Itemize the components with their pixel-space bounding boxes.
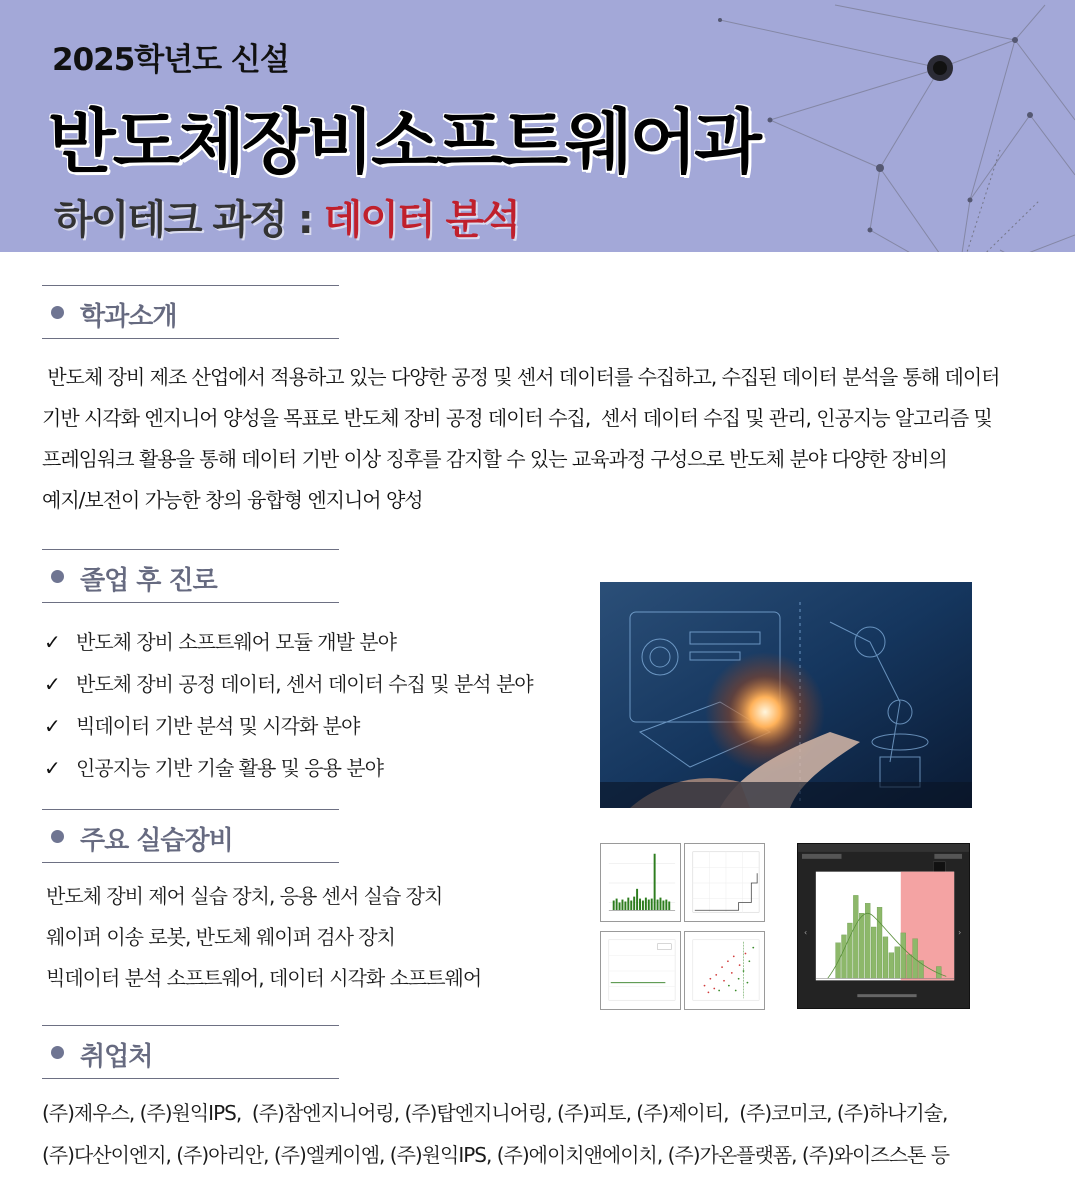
green-bar-chart-image (601, 844, 680, 921)
equipment-list (46, 876, 481, 999)
section-header-equipment (42, 809, 339, 863)
course-prefix: 하이테크 과정 : (54, 197, 324, 243)
career-item-label: 빅데이터 기반 분석 및 시각화 분야 (76, 714, 360, 738)
scatter-plot-thumbnail (684, 931, 765, 1010)
section-header-employers (42, 1025, 339, 1079)
intro-paragraph (42, 357, 1032, 521)
header-banner (0, 0, 1075, 252)
section-header-career (42, 549, 339, 603)
line-plot-thumbnail (600, 931, 681, 1010)
checkmark-icon: ✓ (44, 672, 60, 696)
career-item-label: 반도체 장비 소프트웨어 모듈 개발 분야 (76, 630, 396, 654)
list-item (44, 705, 533, 747)
section-title: 학과소개 (80, 302, 177, 332)
course-highlight: 데이터 분석 (323, 197, 519, 243)
employer-line: (주)제우스, (주)원익IPS, (주)참엔지니어링, (주)탑엔지니어링, (주)피토, (주)제이티, (주)코미코, (주)하나기술, (42, 1101, 948, 1125)
svg-text:›: › (958, 927, 962, 937)
list-item (44, 747, 533, 789)
list-item (44, 621, 533, 663)
employer-list (42, 1092, 949, 1176)
bullet-dot-icon (51, 570, 64, 583)
section-title: 졸업 후 진로 (80, 566, 217, 596)
checkmark-icon: ✓ (44, 756, 60, 780)
employer-line: (주)다산이엔지, (주)아리안, (주)엘케이엠, (주)원익IPS, (주)에이치앤에이치, (주)가온플랫폼, (주)와이즈스톤 등 (42, 1143, 950, 1167)
equipment-line: 웨이퍼 이송 로봇, 반도체 웨이퍼 검사 장치 (46, 925, 395, 949)
intro-line: 예지/보전이 가능한 창의 융합형 엔지니어 양성 (42, 488, 423, 512)
histogram-highlight-image (798, 844, 969, 1008)
tech-photo (600, 582, 972, 808)
list-item (44, 663, 533, 705)
flat-line-chart-image (601, 932, 680, 1009)
year-line: 2025학년도 신설 (52, 42, 289, 78)
equipment-line: 반도체 장비 제어 실습 장치, 응용 센서 실습 장치 (46, 884, 443, 908)
section-title: 취업처 (80, 1042, 153, 1072)
step-plot-thumbnail (684, 843, 765, 922)
histogram-thumbnail (600, 843, 681, 922)
bullet-dot-icon (51, 306, 64, 319)
checkmark-icon: ✓ (44, 630, 60, 654)
career-list (44, 621, 533, 789)
course-subtitle (54, 188, 519, 245)
scatter-chart-image (685, 932, 764, 1009)
intro-line: 반도체 장비 제조 산업에서 적용하고 있는 다양한 공정 및 센서 데이터를 수집하고, 수집된 데이터 분석을 통해 데이터 (42, 365, 1000, 389)
robot-hologram-image (600, 582, 972, 808)
bullet-dot-icon (51, 1046, 64, 1059)
section-header-intro (42, 285, 339, 339)
intro-line: 기반 시각화 엔지니어 양성을 목표로 반도체 장비 공정 데이터 수집, 센서 데이터 수집 및 관리, 인공지능 알고리즘 및 (42, 406, 992, 430)
step-line-chart-image (685, 844, 764, 921)
checkmark-icon: ✓ (44, 714, 60, 738)
bullet-dot-icon (51, 830, 64, 843)
section-title: 주요 실습장비 (80, 826, 233, 856)
analysis-software-screenshot (797, 843, 970, 1009)
career-item-label: 반도체 장비 공정 데이터, 센서 데이터 수집 및 분석 분야 (76, 672, 533, 696)
department-title: 반도체장비소프트웨어과 (48, 101, 759, 183)
svg-text:‹: ‹ (803, 927, 808, 937)
career-item-label: 인공지능 기반 기술 활용 및 응용 분야 (76, 756, 383, 780)
equipment-line: 빅데이터 분석 소프트웨어, 데이터 시각화 소프트웨어 (46, 966, 482, 990)
intro-line: 프레임워크 활용을 통해 데이터 기반 이상 징후를 감지할 수 있는 교육과정 구성으로 반도체 분야 다양한 장비의 (42, 447, 947, 471)
